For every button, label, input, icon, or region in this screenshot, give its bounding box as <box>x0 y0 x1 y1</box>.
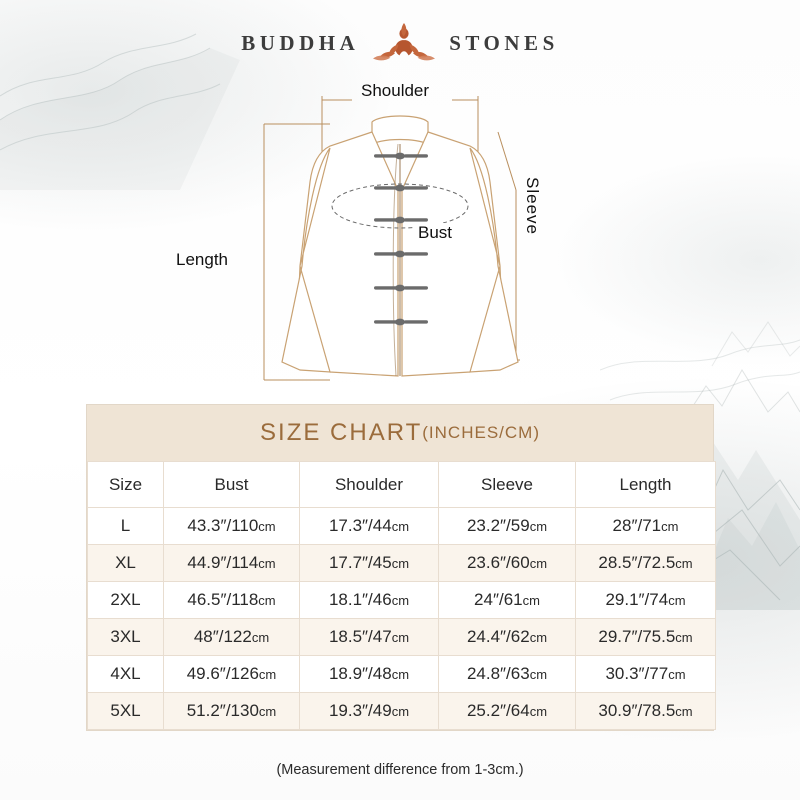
cell-bust-unit: cm <box>251 630 270 645</box>
cell-bust-unit: cm <box>258 593 276 608</box>
cell-length <box>576 582 716 619</box>
cell-bust-value: 49.6″/126 <box>186 664 259 683</box>
size-chart-table <box>87 461 716 730</box>
cell-length <box>576 693 716 730</box>
cell-shoulder <box>300 582 439 619</box>
cell-shoulder <box>300 508 439 545</box>
cell-length-value: 30.9″/78.5 <box>598 701 676 720</box>
cell-bust-value: 44.9″/114 <box>187 553 259 572</box>
cell-shoulder-unit: cm <box>391 630 410 645</box>
cell-shoulder-unit: cm <box>391 593 410 608</box>
cell-size: L <box>88 508 164 545</box>
table-row <box>88 656 716 693</box>
cell-size: XL <box>88 545 164 582</box>
garment-illustration <box>0 70 800 400</box>
cell-sleeve <box>439 508 576 545</box>
cell-bust-unit: cm <box>258 556 276 571</box>
cell-shoulder-value: 18.9″/48 <box>328 664 392 683</box>
brand-header <box>0 20 800 66</box>
column-header-length: Length <box>576 462 716 508</box>
label-shoulder: Shoulder <box>361 81 430 100</box>
label-length: Length <box>176 250 228 269</box>
cell-sleeve <box>439 693 576 730</box>
size-chart-title-unit: (INCHES/CM) <box>422 423 540 442</box>
cell-sleeve-value: 23.6″/60 <box>466 553 530 572</box>
lotus-meditation-logo-icon <box>373 21 435 65</box>
cell-length-value: 28.5″/72.5 <box>598 553 676 572</box>
cell-length-value: 28″/71 <box>612 516 662 535</box>
cell-length <box>576 508 716 545</box>
cell-length-unit: cm <box>675 630 693 645</box>
cell-shoulder <box>300 693 439 730</box>
table-row <box>88 693 716 730</box>
brand-word-left: BUDDHA <box>241 30 360 55</box>
label-sleeve: Sleeve <box>523 177 542 235</box>
cell-sleeve-unit: cm <box>522 593 540 608</box>
cell-bust-value: 48″/122 <box>193 627 252 646</box>
cell-length-unit: cm <box>668 593 686 608</box>
cell-length-value: 29.7″/75.5 <box>598 627 676 646</box>
cell-shoulder <box>300 619 439 656</box>
cell-shoulder-unit: cm <box>391 704 410 719</box>
cell-size: 2XL <box>88 582 164 619</box>
cell-bust <box>164 545 300 582</box>
cell-sleeve-unit: cm <box>529 667 548 682</box>
column-header-sleeve: Sleeve <box>439 462 576 508</box>
cell-length-unit: cm <box>668 667 686 682</box>
cell-length-unit: cm <box>675 556 693 571</box>
cell-bust-value: 43.3″/110 <box>187 516 259 535</box>
cell-shoulder <box>300 656 439 693</box>
cell-sleeve-unit: cm <box>529 704 548 719</box>
cell-shoulder-unit: cm <box>391 519 410 534</box>
garment-diagram-svg <box>0 70 800 400</box>
cell-bust-unit: cm <box>258 704 277 719</box>
cell-length <box>576 656 716 693</box>
cell-length-value: 29.1″/74 <box>605 590 669 609</box>
cell-sleeve <box>439 656 576 693</box>
cell-bust <box>164 619 300 656</box>
cell-shoulder-value: 18.5″/47 <box>328 627 392 646</box>
cell-sleeve <box>439 545 576 582</box>
cell-length-unit: cm <box>675 704 693 719</box>
cell-shoulder-value: 19.3″/49 <box>328 701 392 720</box>
cell-sleeve-value: 24.8″/63 <box>466 664 530 683</box>
table-row <box>88 545 716 582</box>
cell-sleeve-unit: cm <box>529 519 548 534</box>
cell-length <box>576 619 716 656</box>
cell-shoulder-value: 17.3″/44 <box>328 516 392 535</box>
size-chart-title <box>87 405 713 461</box>
cell-sleeve-unit: cm <box>529 630 548 645</box>
cell-sleeve-value: 24.4″/62 <box>466 627 530 646</box>
size-chart-title-main: SIZE CHART <box>260 419 423 446</box>
measurement-footnote: (Measurement difference from 1-3cm.) <box>276 762 524 778</box>
column-header-bust: Bust <box>164 462 300 508</box>
table-header-row <box>88 462 716 508</box>
cell-shoulder-value: 18.1″/46 <box>328 590 392 609</box>
cell-sleeve-value: 23.2″/59 <box>466 516 530 535</box>
cell-bust <box>164 693 300 730</box>
cell-sleeve-value: 25.2″/64 <box>466 701 530 720</box>
cell-bust-unit: cm <box>258 519 276 534</box>
cell-bust-value: 51.2″/130 <box>186 701 259 720</box>
cell-sleeve <box>439 582 576 619</box>
cell-sleeve <box>439 619 576 656</box>
label-bust: Bust <box>415 223 455 243</box>
cell-bust <box>164 582 300 619</box>
table-row <box>88 619 716 656</box>
cell-shoulder-value: 17.7″/45 <box>328 553 392 572</box>
column-header-shoulder: Shoulder <box>300 462 439 508</box>
cell-sleeve-value: 24″/61 <box>474 590 523 609</box>
cell-bust <box>164 656 300 693</box>
cell-sleeve-unit: cm <box>529 556 548 571</box>
column-header-size: Size <box>88 462 164 508</box>
cell-size: 3XL <box>88 619 164 656</box>
size-chart <box>86 404 714 731</box>
cell-shoulder <box>300 545 439 582</box>
cell-length-unit: cm <box>661 519 679 534</box>
cell-size: 4XL <box>88 656 164 693</box>
cell-length <box>576 545 716 582</box>
table-row <box>88 582 716 619</box>
cell-shoulder-unit: cm <box>391 667 410 682</box>
cell-length-value: 30.3″/77 <box>605 664 669 683</box>
brand-word-right: STONES <box>449 30 559 55</box>
table-row <box>88 508 716 545</box>
cell-size: 5XL <box>88 693 164 730</box>
cell-shoulder-unit: cm <box>391 556 410 571</box>
cell-bust <box>164 508 300 545</box>
cell-bust-value: 46.5″/118 <box>187 590 259 609</box>
cell-bust-unit: cm <box>258 667 277 682</box>
